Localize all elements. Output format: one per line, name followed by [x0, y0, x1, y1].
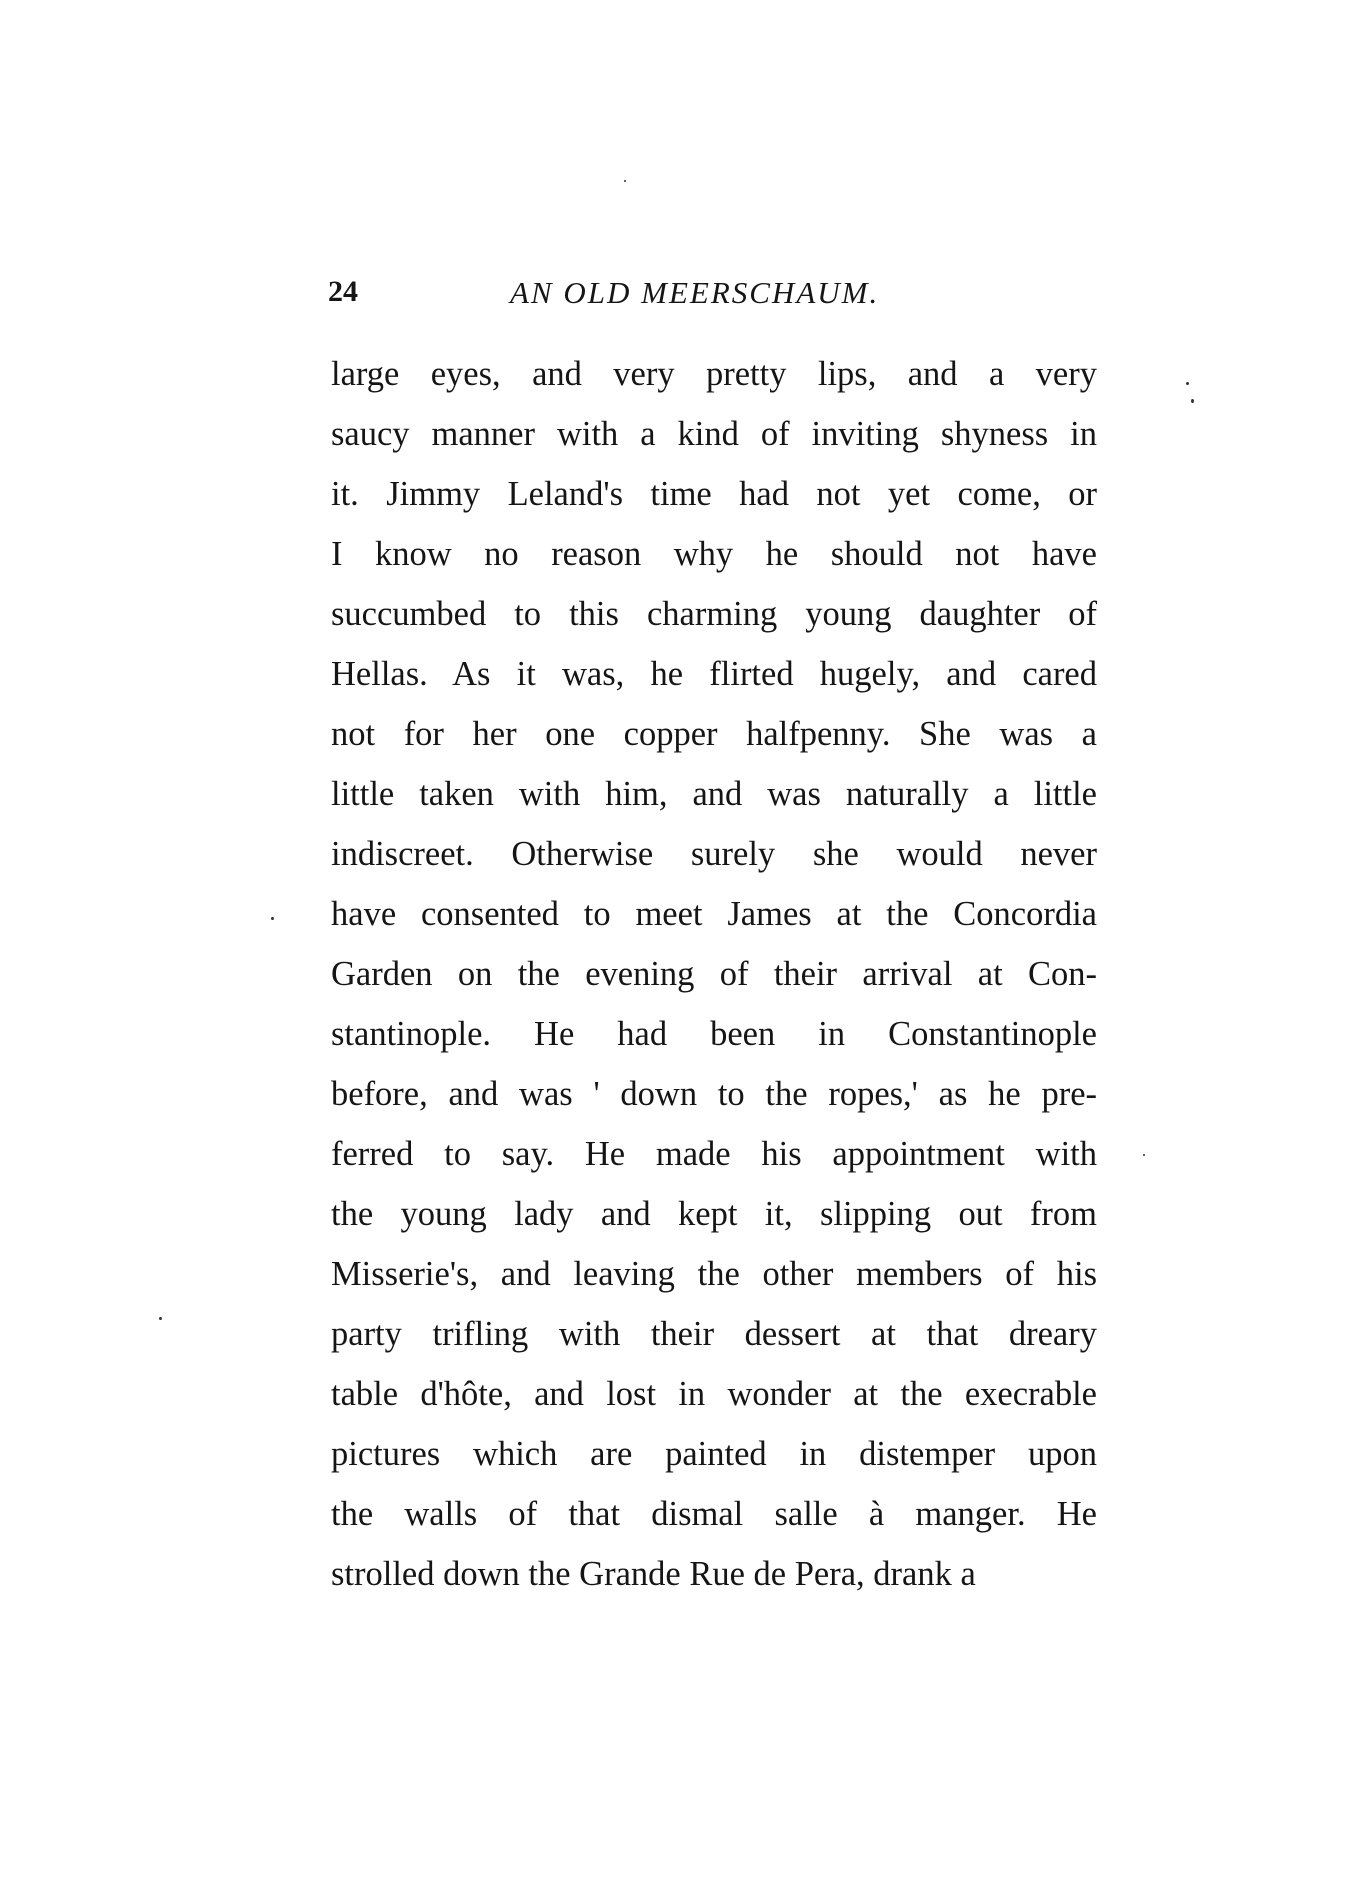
text-line: Garden on the evening of their arrival at Con-: [331, 955, 1097, 993]
text-line: succumbed to this charming young daughter of: [331, 595, 1097, 633]
body-text: [331, 344, 1097, 1604]
page-number: 24: [328, 275, 358, 308]
scan-speck: [1186, 382, 1189, 385]
text-line: strolled down the Grande Rue de Pera, drank a: [331, 1555, 976, 1593]
text-line: not for her one copper halfpenny. She was a: [331, 715, 1097, 753]
text-line: party trifling with their dessert at that dreary: [331, 1315, 1097, 1353]
scan-speck: [624, 180, 626, 182]
running-title: AN OLD MEERSCHAUM.: [510, 275, 880, 310]
text-line: little taken with him, and was naturally a little: [331, 775, 1097, 813]
text-line: Hellas. As it was, he flirted hugely, and cared: [331, 655, 1097, 693]
text-line: it. Jimmy Leland's time had not yet come, or: [331, 475, 1097, 513]
text-line: indiscreet. Otherwise surely she would never: [331, 835, 1097, 873]
text-line: the young lady and kept it, slipping out from: [331, 1195, 1097, 1233]
text-line: Misserie's, and leaving the other members of his: [331, 1255, 1097, 1293]
scan-speck: [1143, 1154, 1145, 1156]
text-line: have consented to meet James at the Concordia: [331, 895, 1097, 933]
page-header: [0, 275, 1354, 319]
text-line: the walls of that dismal salle à manger. He: [331, 1495, 1097, 1533]
text-line: stantinople. He had been in Constantinople: [331, 1015, 1097, 1053]
text-line: saucy manner with a kind of inviting shyness in: [331, 415, 1097, 453]
text-line: I know no reason why he should not have: [331, 535, 1097, 573]
text-line: table d'hôte, and lost in wonder at the execrable: [331, 1375, 1097, 1413]
text-line: pictures which are painted in distemper upon: [331, 1435, 1097, 1473]
scan-speck: [271, 917, 274, 920]
text-line: large eyes, and very pretty lips, and a very: [331, 355, 1097, 393]
text-line: before, and was ' down to the ropes,' as he pre-: [331, 1075, 1097, 1113]
text-line: ferred to say. He made his appointment with: [331, 1135, 1097, 1173]
scan-speck: [159, 1317, 162, 1320]
scan-speck: [1191, 399, 1194, 403]
